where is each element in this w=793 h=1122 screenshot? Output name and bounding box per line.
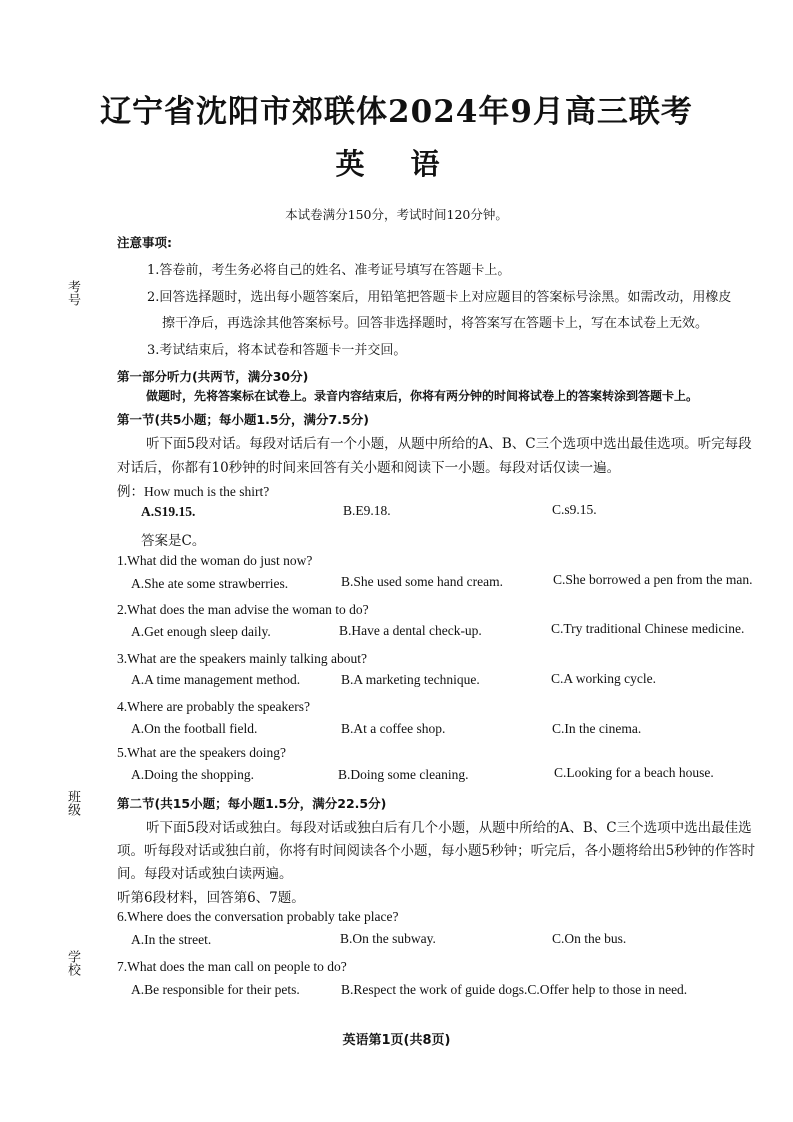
exam-intro: 本试卷满分150分，考试时间120分钟。 <box>285 207 508 222</box>
option-c: C.Try traditional Chinese medicine. <box>551 621 745 636</box>
question-3: 3.What are the speakers mainly talking about? <box>117 651 368 666</box>
option-b: B.A marketing technique. <box>341 672 480 687</box>
example-answer: 答案是C。 <box>141 533 206 549</box>
part1-heading: 第一部分听力(共两节，满分30分) <box>117 369 309 384</box>
side-label-exam-number: 考号 <box>65 280 80 306</box>
question-2: 2.What does the man advise the woman to do? <box>117 602 369 617</box>
option-b: B.Respect the work of guide dogs.C.Offer help to those in need. <box>341 982 688 997</box>
side-label-class: 班级 <box>65 790 80 816</box>
example-question: 例：How much is the shirt? <box>117 484 270 499</box>
section2-instruction: 间。每段对话或独白读两遍。 <box>117 866 293 882</box>
part1-instruction: 做题时，先将答案标在试卷上。录音内容结束后，你将有两分钟的时间将试卷上的答案转涂到答题卡上。 <box>146 389 699 403</box>
page-title: 辽宁省沈阳市郊联体2024年9月高三联考 <box>100 94 693 130</box>
option-b: B.Doing some cleaning. <box>338 767 469 782</box>
option-c: C.In the cinema. <box>552 721 642 736</box>
page-footer: 英语第1页(共8页) <box>342 1033 451 1048</box>
example-option-c: C.s9.15. <box>552 502 597 517</box>
section2-heading: 第二节(共15小题；每小题1.5分，满分22.5分) <box>117 796 387 811</box>
section2-material: 听第6段材料，回答第6、7题。 <box>117 890 305 906</box>
option-a: A.She ate some strawberries. <box>131 576 289 591</box>
notes-item: 擦干净后，再选涂其他答案标号。回答非选择题时，将答案写在答题卡上，写在本试卷上无效。 <box>162 316 709 331</box>
subject-title: 英 语 <box>335 147 458 181</box>
notes-item: 3.考试结束后，将本试卷和答题卡一并交回。 <box>147 343 407 358</box>
option-a: A.A time management method. <box>131 672 301 687</box>
question-1: 1.What did the woman do just now? <box>117 553 313 568</box>
option-b: B.On the subway. <box>340 931 436 946</box>
section1-instruction: 听下面5段对话。每段对话后有一个小题，从题中所给的A、B、C三个选项中选出最佳选项。听完每段 <box>146 436 752 452</box>
option-c: C.Looking for a beach house. <box>554 765 714 780</box>
notes-item: 1.答卷前，考生务必将自己的姓名、准考证号填写在答题卡上。 <box>147 263 511 278</box>
question-4: 4.Where are probably the speakers? <box>117 699 311 714</box>
option-a: A.Be responsible for their pets. <box>131 982 300 997</box>
section1-heading: 第一节(共5小题；每小题1.5分，满分7.5分) <box>117 412 369 427</box>
option-a: A.On the football field. <box>131 721 258 736</box>
question-7: 7.What does the man call on people to do? <box>117 959 347 974</box>
option-c: C.She borrowed a pen from the man. <box>553 572 753 587</box>
option-a: A.In the street. <box>131 932 212 947</box>
example-option-a: A.S19.15. <box>141 504 196 519</box>
section2-instruction: 项。听每段对话或独白前，你将有时间阅读各个小题，每小题5秒钟；听完后，各小题将给出5秒钟的作答时 <box>117 843 756 859</box>
option-c: C.A working cycle. <box>551 671 656 686</box>
section2-instruction: 听下面5段对话或独白。每段对话或独白后有几个小题，从题中所给的A、B、C三个选项中选出最佳选 <box>146 820 752 836</box>
notes-heading: 注意事项: <box>117 235 172 250</box>
example-option-b: B.E9.18. <box>343 503 391 518</box>
option-b: B.She used some hand cream. <box>341 574 503 589</box>
question-6: 6.Where does the conversation probably take place? <box>117 909 399 924</box>
option-b: B.Have a dental check-up. <box>339 623 482 638</box>
option-a: A.Doing the shopping. <box>131 767 254 782</box>
option-a: A.Get enough sleep daily. <box>131 624 271 639</box>
question-5: 5.What are the speakers doing? <box>117 745 287 760</box>
option-c: C.On the bus. <box>552 931 627 946</box>
option-b: B.At a coffee shop. <box>341 721 446 736</box>
section1-instruction: 对话后，你都有10秒钟的时间来回答有关小题和阅读下一小题。每段对话仅读一遍。 <box>117 460 621 476</box>
notes-item: 2.回答选择题时，选出每小题答案后，用铅笔把答题卡上对应题目的答案标号涂黑。如需改动，用橡皮 <box>147 290 732 305</box>
side-label-school: 学校 <box>65 950 80 976</box>
